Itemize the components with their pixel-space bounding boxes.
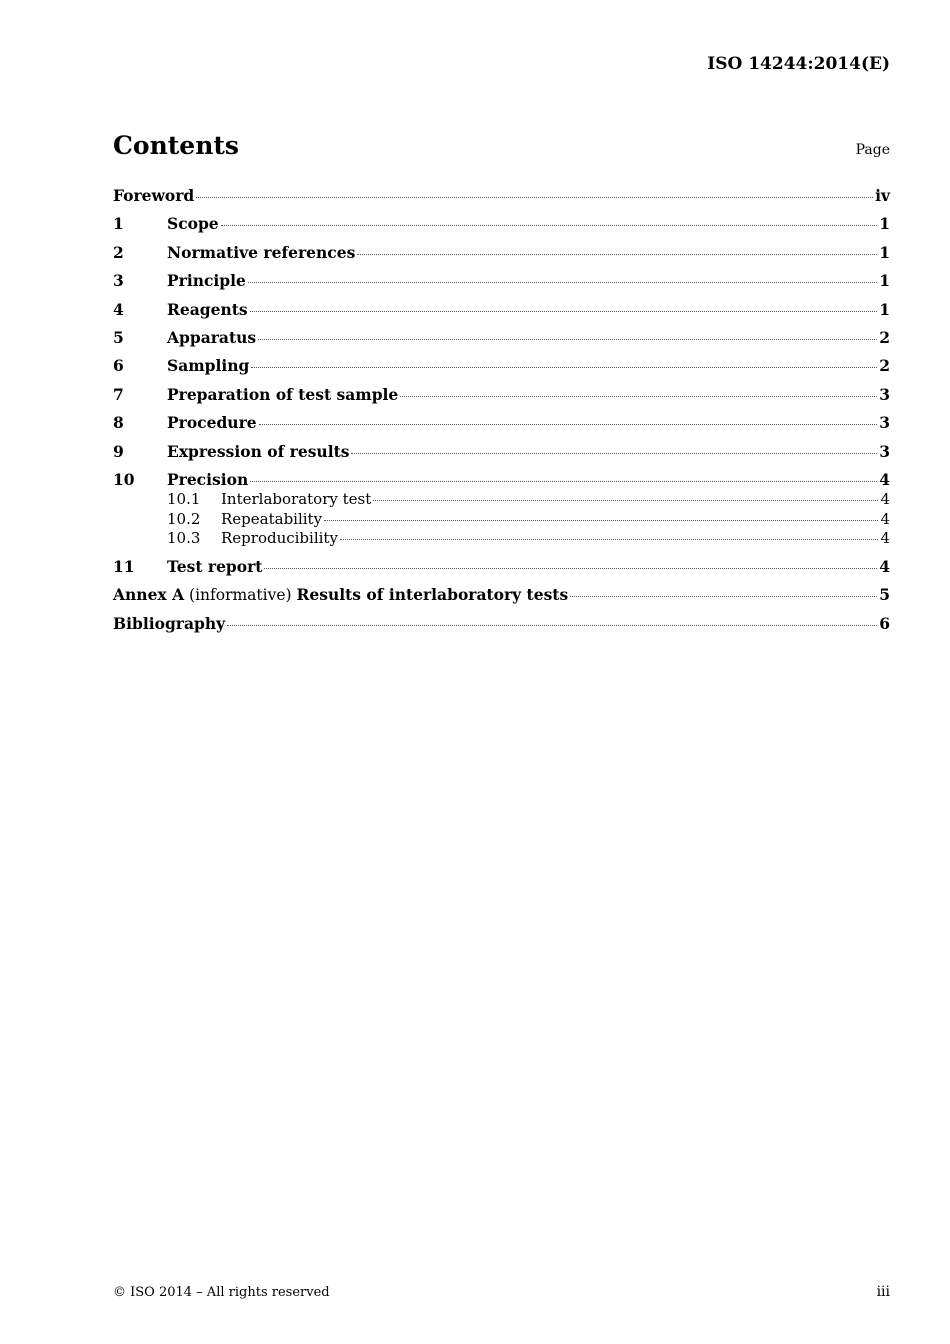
toc-entry-label: Reagents: [167, 299, 248, 319]
table-of-contents: [113, 186, 890, 642]
toc-entry-bibliography[interactable]: [113, 614, 890, 642]
toc-entry-apparatus[interactable]: [113, 328, 890, 356]
page-column-label: Page: [855, 142, 890, 158]
toc-entry-label: Normative references: [167, 242, 356, 262]
toc-entry-page: 6: [879, 613, 890, 633]
toc-entry-number: 10.2: [167, 509, 201, 528]
dot-leader: [357, 253, 877, 255]
toc-entry-test-report[interactable]: [113, 557, 890, 585]
toc-subentry-interlaboratory-test[interactable]: [113, 490, 890, 510]
toc-entry-number: 7: [113, 384, 124, 404]
toc-entry-number: 10.1: [167, 489, 201, 508]
toc-entry-label: Scope: [167, 214, 219, 234]
toc-entry-label: Bibliography: [113, 613, 226, 633]
dot-leader: [250, 310, 878, 312]
toc-entry-number: 1: [113, 214, 124, 234]
toc-entry-number: 10.3: [167, 529, 201, 548]
dot-leader: [221, 224, 878, 226]
toc-entry-page: 4: [880, 489, 890, 508]
toc-entry-normative-references[interactable]: [113, 243, 890, 271]
toc-entry-page: 4: [880, 509, 890, 528]
footer-copyright: © ISO 2014 – All rights reserved: [113, 1285, 330, 1300]
dot-leader: [264, 567, 877, 569]
dot-leader: [250, 480, 877, 482]
toc-entry-label: Sampling: [167, 356, 250, 376]
toc-entry-page: 1: [879, 214, 890, 234]
annex-status: (informative): [184, 586, 297, 605]
toc-entry-page: 1: [879, 271, 890, 291]
toc-entry-page: 4: [879, 557, 890, 577]
toc-subentry-reproducibility[interactable]: [113, 529, 890, 557]
toc-entry-procedure[interactable]: [113, 413, 890, 441]
toc-entry-page: 3: [879, 413, 890, 433]
toc-entry-label: [113, 585, 568, 605]
dot-leader: [259, 423, 878, 425]
annex-designation: Annex A: [113, 585, 185, 605]
toc-entry-principle[interactable]: [113, 271, 890, 299]
dot-leader: [351, 452, 877, 454]
toc-entry-page: 1: [879, 299, 890, 319]
toc-entry-number: 8: [113, 413, 124, 433]
toc-entry-number: 3: [113, 271, 124, 291]
dot-leader: [400, 395, 877, 397]
toc-entry-precision[interactable]: [113, 470, 890, 490]
toc-entry-number: 4: [113, 299, 124, 319]
contents-title: Contents: [113, 131, 240, 160]
toc-entry-number: 9: [113, 441, 124, 461]
toc-subentry-repeatability[interactable]: [113, 510, 890, 530]
annex-title: Results of interlaboratory tests: [296, 585, 569, 605]
toc-entry-label: Precision: [167, 469, 249, 489]
dot-leader: [227, 624, 877, 626]
toc-entry-label: Expression of results: [167, 441, 350, 461]
toc-entry-page: iv: [875, 186, 890, 205]
dot-leader: [340, 538, 879, 540]
document-id: ISO 14244:2014(E): [707, 54, 890, 74]
toc-entry-page: 3: [879, 441, 890, 461]
toc-entry-label: Foreword: [113, 186, 195, 205]
dot-leader: [258, 338, 877, 340]
toc-entry-number: 6: [113, 356, 124, 376]
toc-entry-page: 1: [879, 242, 890, 262]
toc-entry-label: Apparatus: [167, 327, 257, 347]
toc-entry-annex-a[interactable]: [113, 585, 890, 613]
toc-entry-preparation-of-test-sample[interactable]: [113, 385, 890, 413]
toc-entry-label: Principle: [167, 271, 246, 291]
toc-entry-sampling[interactable]: [113, 356, 890, 384]
toc-entry-label: Test report: [167, 557, 263, 577]
toc-entry-page: 4: [880, 529, 890, 548]
toc-entry-page: 3: [879, 384, 890, 404]
toc-entry-number: 10: [113, 469, 135, 489]
toc-entry-expression-of-results[interactable]: [113, 442, 890, 470]
dot-leader: [196, 196, 873, 198]
toc-entry-page: 4: [879, 469, 890, 489]
footer-page-number: iii: [876, 1284, 890, 1300]
toc-entry-foreword[interactable]: [113, 186, 890, 214]
dot-leader: [373, 499, 878, 501]
toc-entry-page: 2: [879, 327, 890, 347]
dot-leader: [324, 519, 878, 521]
toc-entry-page: 2: [879, 356, 890, 376]
toc-entry-label: Repeatability: [221, 509, 323, 528]
dot-leader: [248, 281, 877, 283]
toc-entry-page: 5: [879, 585, 890, 605]
toc-entry-label: Procedure: [167, 413, 257, 433]
dot-leader: [251, 366, 877, 368]
toc-entry-number: 2: [113, 242, 124, 262]
toc-entry-number: 5: [113, 327, 124, 347]
toc-entry-reagents[interactable]: [113, 300, 890, 328]
toc-entry-scope[interactable]: [113, 214, 890, 242]
toc-entry-label: Interlaboratory test: [221, 489, 372, 508]
toc-entry-number: 11: [113, 557, 135, 577]
toc-entry-label: Reproducibility: [221, 529, 338, 548]
toc-entry-label: Preparation of test sample: [167, 384, 399, 404]
dot-leader: [570, 595, 877, 597]
